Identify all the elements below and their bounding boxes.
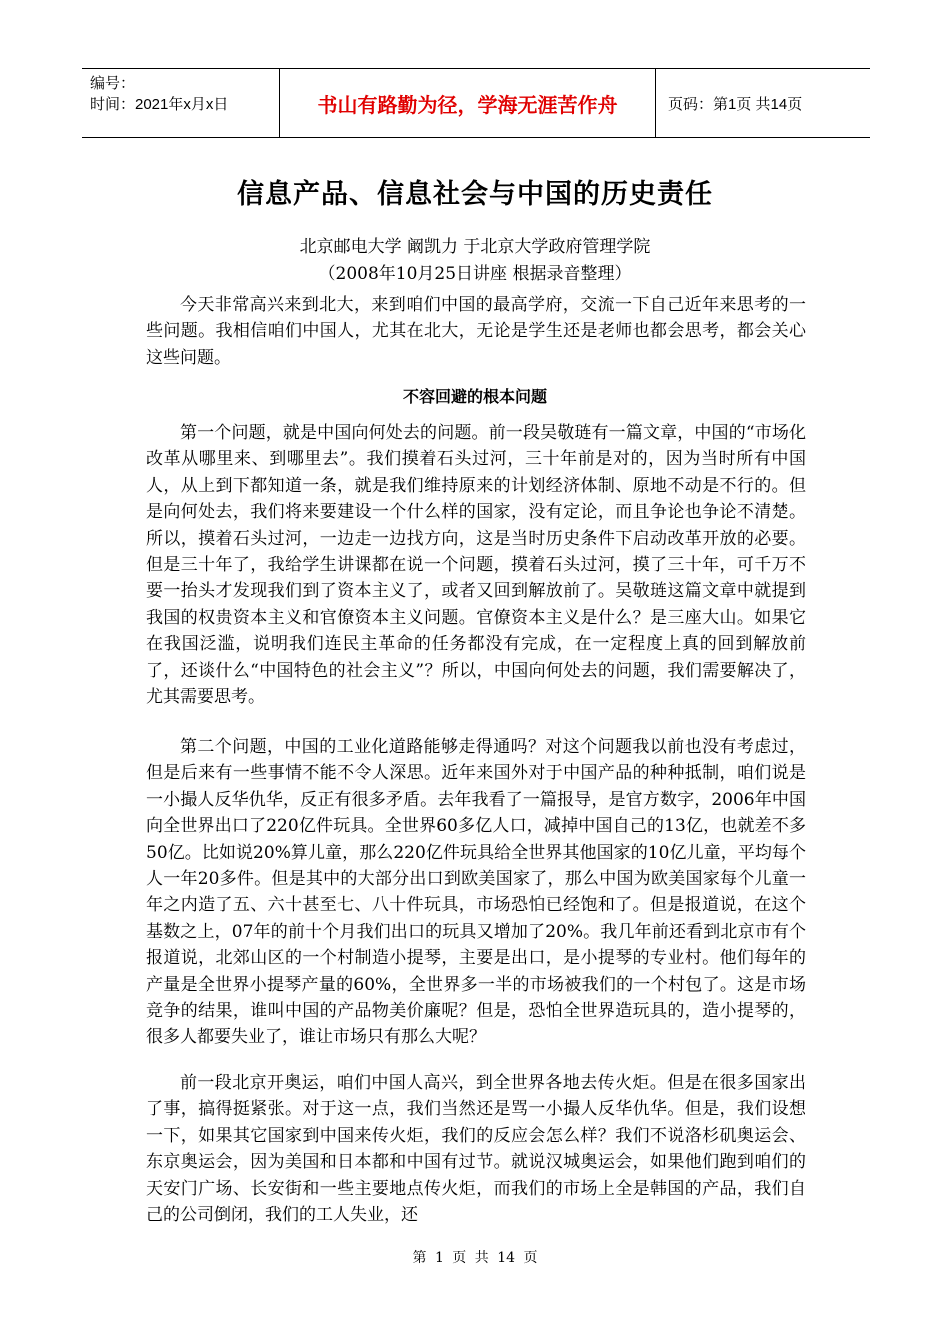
page-header <box>82 68 870 138</box>
lecture-date-line: （2008年10月25日讲座 根据录音整理） <box>318 264 632 284</box>
section-heading: 不容回避的根本问题 <box>402 387 547 406</box>
page-footer: 第 1 页 共 14 页 <box>412 1250 538 1266</box>
header-motto: 书山有路勤为径，学海无涯苦作舟 <box>280 69 656 137</box>
header-meta <box>82 69 280 137</box>
paragraph-intro: 今天非常高兴来到北大，来到咱们中国的最高学府，交流一下自己近年来思考的一些问题。我相信咱们中国人，尤其在北大，无论是学生还是老师也都会思考，都会关心这些问题。 <box>146 295 806 368</box>
doc-time-label: 时间：2021年x月x日 <box>90 96 229 113</box>
paragraph-olympics: 前一段北京开奥运，咱们中国人高兴，到全世界各地去传火炬。但是在很多国家出了事，搞得挺紧张。对于这一点，我们当然还是骂一小撮人反华仇华。但是，我们设想一下，如果其它国家到中国来传火炬，我们的反应会怎么样？我们不说洛杉矶奥运会、东京奥运会，因为美国和日本都和中国有过节。就说汉城奥运会，如果他们跑到咱们的天安门广场、长安街和一些主要地点传火炬，而我们的市场上全是韩国的产品，我们自己的公司倒闭，我们的工人失业，还 <box>146 1073 806 1226</box>
header-page-info: 页码：第1页 共14页 <box>668 95 803 113</box>
doc-number-label: 编号： <box>90 75 136 92</box>
paragraph-second-question: 第二个问题，中国的工业化道路能够走得通吗？对这个问题我以前也没有考虑过，但是后来有一些事情不能不令人深思。近年来国外对于中国产品的种种抵制，咱们说是一小撮人反华仇华，反正有很多矛盾。去年我看了一篇报导，是官方数字，2006年中国向全世界出口了220亿件玩具。全世界60多亿人口，减掉中国自己的13亿，也就差不多50亿。比如说20%算儿童，那么220亿件玩具给全世界其他国家的10亿儿童，平均每个人一年20多件。但是其中的大部分出口到欧美国家了，那么中国为欧美国家每个儿童一年之内造了五、六十甚至七、八十件玩具，市场恐怕已经饱和了。但是报道说，在这个基数之上，07年的前十个月我们出口的玩具又增加了20%。我几年前还看到北京市有个报道说，北郊山区的一个村制造小提琴，主要是出口，是小提琴的专业村。他们每年的产量是全世界小提琴产量的60%，全世界多一半的市场被我们的一个村包了。这是市场竞争的结果，谁叫中国的产品物美价廉呢？但是，恐怕全世界造玩具的，造小提琴的，很多人都要失业了，谁让市场只有那么大呢？ <box>146 737 806 1048</box>
document-title: 信息产品、信息社会与中国的历史责任 <box>237 179 713 210</box>
author-line: 北京邮电大学 阚凯力 于北京大学政府管理学院 <box>299 237 651 257</box>
paragraph-first-question: 第一个问题，就是中国向何处去的问题。前一段吴敬琏有一篇文章，中国的“市场化改革从哪里来、到哪里去”。我们摸着石头过河，三十年前是对的，因为当时所有中国人，从上到下都知道一条，就是我们维持原来的计划经济体制、原地不动是不行的。但是向何处去，我们将来要建设一个什么样的国家，没有定论，而且争论也争论不清楚。所以，摸着石头过河，一边走一边找方向，这是当时历史条件下启动改革开放的必要。但是三十年了，我给学生讲课都在说一个问题，摸着石头过河，摸了三十年，可千万不要一抬头才发现我们到了资本主义了，或者又回到解放前了。吴敬琏这篇文章中就提到我国的权贵资本主义和官僚资本主义问题。官僚资本主义是什么？是三座大山。如果它在我国泛滥，说明我们连民主革命的任务都没有完成，在一定程度上真的回到解放前了，还谈什么“中国特色的社会主义”？所以，中国向何处去的问题，我们需要解决了，尤其需要思考。 <box>146 423 806 708</box>
